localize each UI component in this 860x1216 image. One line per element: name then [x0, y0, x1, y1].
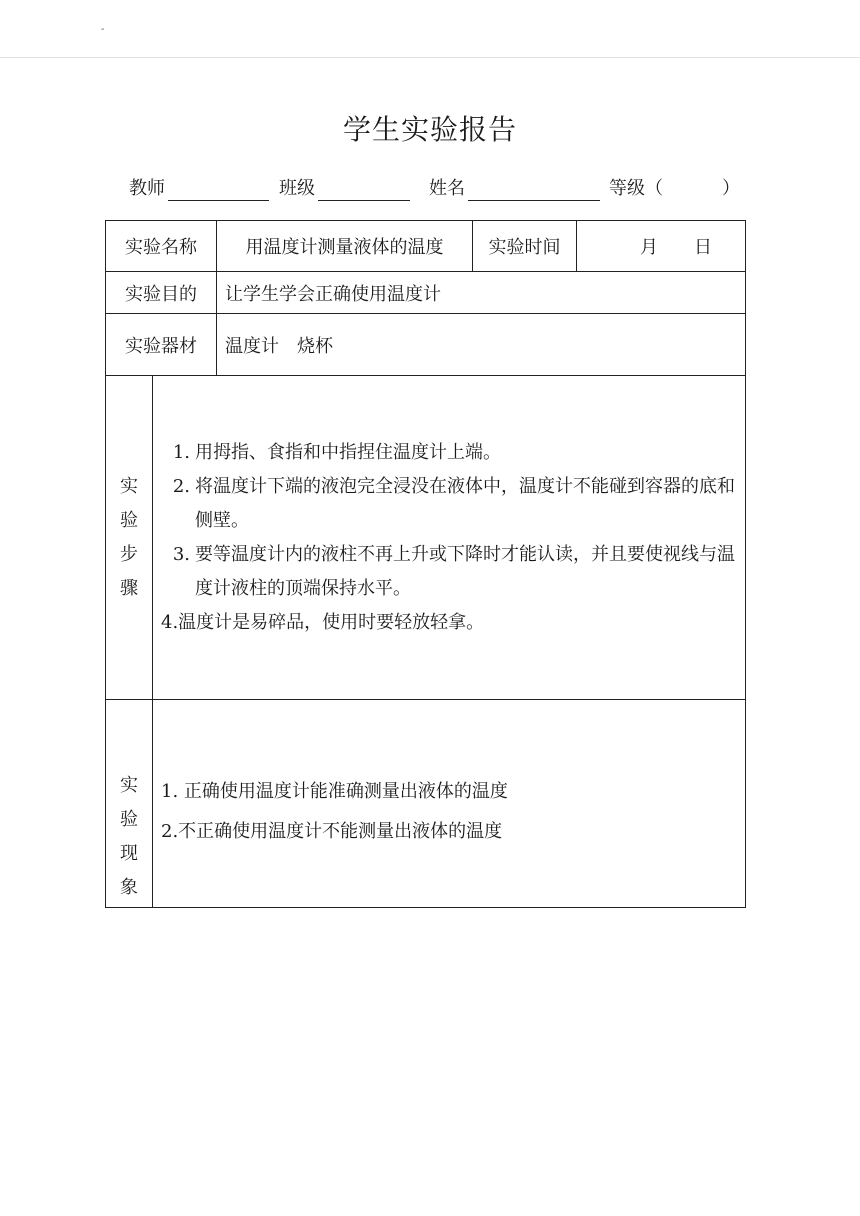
table-row-phenomena	[106, 700, 746, 908]
phenomenon-label: 实 验 现 象	[106, 700, 153, 908]
experiment-time-label: 实验时间	[473, 221, 577, 272]
step-number: 3.	[172, 543, 190, 565]
phenomenon-item: 2.不正确使用温度计不能测量出液体的温度	[161, 821, 503, 842]
teacher-field-line[interactable]	[168, 200, 269, 201]
header-mark: -	[101, 24, 105, 35]
page-title: 学生实验报告	[342, 113, 517, 146]
step-item	[161, 538, 735, 606]
report-table	[105, 220, 746, 908]
name-label: 姓名	[429, 178, 465, 199]
teacher-label: 教师	[129, 178, 165, 199]
name-field-line[interactable]	[468, 200, 600, 201]
step-text: 要等温度计内的液柱不再上升或下降时才能认读，并且要使视线与温度计液柱的顶端保持水平。	[195, 543, 735, 599]
experiment-time-value: 月 日	[577, 221, 746, 272]
steps-content	[153, 376, 746, 700]
step-item-4: 4.温度计是易碎品，使用时要轻放轻拿。	[161, 611, 485, 633]
experiment-purpose-value: 让学生学会正确使用温度计	[217, 272, 746, 314]
step-item	[161, 436, 735, 470]
grade-close-paren: ）	[722, 178, 740, 199]
step-number: 1.	[172, 441, 190, 463]
phenomenon-content	[153, 700, 746, 908]
step-item	[161, 470, 735, 538]
header-rule	[0, 57, 860, 58]
table-row-equipment	[106, 314, 746, 376]
grade-label: 等级（	[609, 178, 663, 199]
experiment-equipment-label: 实验器材	[106, 314, 217, 376]
step-number: 2.	[172, 475, 190, 497]
steps-label: 实 验 步 骤	[106, 376, 153, 700]
class-label: 班级	[279, 178, 315, 199]
experiment-name-value: 用温度计测量液体的温度	[217, 221, 473, 272]
experiment-purpose-label: 实验目的	[106, 272, 217, 314]
experiment-equipment-value: 温度计 烧杯	[217, 314, 746, 376]
experiment-name-label: 实验名称	[106, 221, 217, 272]
table-row-steps	[106, 376, 746, 700]
phenomenon-item: 1. 正确使用温度计能准确测量出液体的温度	[161, 781, 508, 802]
table-row-purpose	[106, 272, 746, 314]
step-text: 将温度计下端的液泡完全浸没在液体中，温度计不能碰到容器的底和侧壁。	[195, 475, 735, 531]
class-field-line[interactable]	[318, 200, 410, 201]
table-row-name	[106, 221, 746, 272]
step-text: 用拇指、食指和中指捏住温度计上端。	[195, 441, 501, 463]
